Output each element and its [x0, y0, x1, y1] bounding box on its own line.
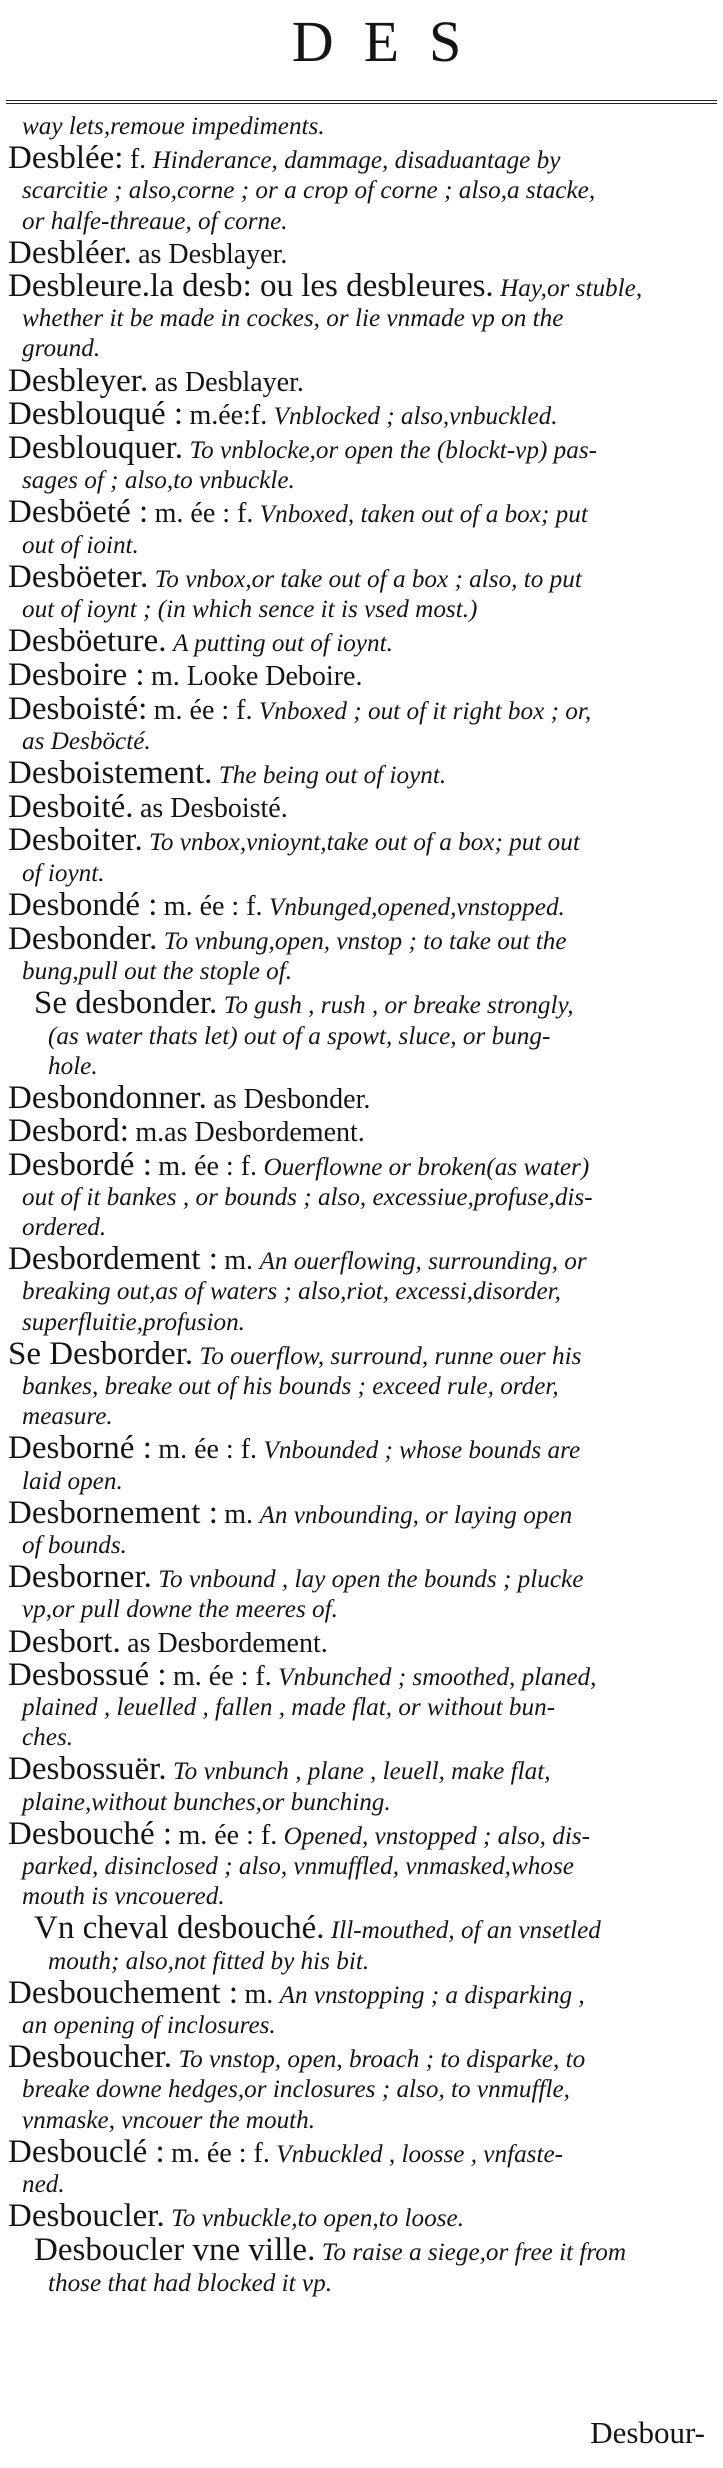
- dictionary-entry: [8, 558, 713, 625]
- definition-line: Hay,or stuble,: [500, 275, 643, 303]
- definition-line: vnmaske, vncouer the mouth.: [22, 2106, 316, 2134]
- dictionary-entry: [8, 2234, 713, 2298]
- dictionary-entry: [8, 1432, 713, 1496]
- definition-line: Ill-mouthed, of an vnsetled: [330, 1917, 601, 1945]
- dictionary-entry: [8, 1974, 713, 2041]
- headword: Desbouchement :: [8, 1974, 239, 2011]
- headword: Desbossué :: [8, 1656, 167, 1693]
- definition-line: Vnbuckled , loosse , vnfaste-: [276, 2140, 564, 2168]
- definition-line: ground.: [22, 335, 101, 363]
- dictionary-entry: [8, 1243, 713, 1338]
- definition-line: of bounds.: [22, 1531, 127, 1559]
- headword: Desborné :: [8, 1430, 152, 1467]
- dictionary-entry: [8, 142, 713, 237]
- definition-line: whether it be made in cockes, or lie vnmade vp on the: [22, 305, 564, 333]
- definition-line: or halfe-threaue, of corne.: [22, 207, 288, 235]
- dictionary-entry: [8, 234, 713, 271]
- definition-line: ordered.: [22, 1213, 107, 1241]
- definition-line: ches.: [22, 1724, 74, 1752]
- dictionary-entry: [8, 496, 713, 560]
- dictionary-entry: [8, 757, 713, 791]
- definition-line: breake downe hedges,or inclosures ; also, to vnmuffle,: [22, 2076, 570, 2104]
- headword: Desbordé :: [8, 1146, 152, 1183]
- grammar-note: m. ée : f.: [178, 1819, 278, 1851]
- definition-line: Opened, vnstopped ; also, dis-: [283, 1822, 591, 1850]
- definition-line: breaking out,as of waters ; also,riot, excessi,disorder,: [22, 1278, 561, 1306]
- grammar-note: m. ée : f.: [154, 498, 254, 530]
- grammar-note: m. ée : f.: [171, 2137, 270, 2169]
- definition-line: of ioynt.: [22, 859, 105, 887]
- dictionary-entry: [8, 690, 713, 757]
- dictionary-entry: [8, 1561, 713, 1625]
- definition-line: superfluitie,profusion.: [22, 1308, 245, 1336]
- definition-line: parked, disinclosed ; also, vnmuffled, vnmasked,whose: [22, 1852, 574, 1880]
- grammar-note: m.ée:f.: [189, 399, 268, 431]
- definition-line: Vnbounded ; whose bounds are: [263, 1437, 581, 1465]
- definition-line: Vnbunged,opened,vnstopped.: [268, 893, 565, 921]
- definition-line: vp,or pull downe the meeres of.: [22, 1596, 338, 1624]
- definition-line: Vnblocked ; also,vnbuckled.: [273, 402, 558, 430]
- definition-line: An ouerflowing, surrounding, or: [259, 1248, 587, 1276]
- grammar-note: m. ée : f.: [172, 1660, 272, 1692]
- headword: Desbornement :: [8, 1494, 218, 1531]
- grammar-note: f.: [129, 144, 147, 176]
- headword: Desboucher.: [8, 2039, 173, 2076]
- definition-line: A putting out of ioynt.: [172, 630, 393, 658]
- headword: Desbossuër.: [8, 1751, 167, 1788]
- definition-line: bung,pull out the stople of.: [22, 958, 293, 986]
- dictionary-entry: [8, 112, 713, 142]
- dictionary-entry: [8, 1082, 713, 1115]
- definition-line: To raise a siege,or free it from: [321, 2239, 627, 2267]
- definition-line: out of ioint.: [22, 531, 139, 559]
- headword: Desboistement.: [8, 755, 213, 792]
- headword: Desböeté :: [8, 494, 149, 531]
- dictionary-entry: [8, 1623, 713, 1660]
- dictionary-entry: [8, 625, 713, 659]
- definition-line: measure.: [22, 1403, 113, 1431]
- definition-line: To vnbox,vnioynt,take out of a box; put out: [149, 829, 580, 857]
- headword: Desboire :: [8, 657, 145, 694]
- headword: Desbord:: [8, 1113, 129, 1150]
- definition-line: ned.: [22, 2171, 65, 2198]
- definition-line: To vnbuckle,to open,to loose.: [171, 2205, 464, 2233]
- definition-line: laid open.: [22, 1467, 123, 1495]
- dictionary-entry: [8, 923, 713, 987]
- headword: Desboiter.: [8, 822, 143, 859]
- headword: Desbort.: [8, 1623, 121, 1660]
- dictionary-entry: [8, 395, 713, 432]
- definition-line: An vnstopping ; a disparking ,: [279, 1981, 585, 2009]
- grammar-note: as Desbordement.: [127, 1627, 328, 1659]
- dictionary-entry: [8, 1656, 713, 1754]
- headword: Desboisté:: [8, 690, 148, 727]
- headword: Desbleure.la desb: ou les desbleures.: [8, 268, 494, 305]
- dictionary-entry: [8, 1912, 713, 1976]
- headword: Desbonder.: [8, 921, 158, 958]
- grammar-note: m.: [224, 1245, 254, 1277]
- definition-line: To vnbox,or take out of a box ; also, to put: [154, 565, 582, 593]
- definition-line: Hinderance, dammage, disaduantage by: [152, 147, 561, 175]
- grammar-note: as Desblayer.: [154, 366, 304, 398]
- definition-line: To vnbunch , plane , leuell, make flat,: [172, 1758, 551, 1786]
- definition-line: To vnbound , lay open the bounds ; plucke: [158, 1566, 584, 1594]
- headword: Desbleyer.: [8, 362, 149, 399]
- headword: Se Desborder.: [8, 1335, 194, 1372]
- grammar-note: m. ée : f.: [158, 1434, 258, 1466]
- definition-line: To vnstop, open, broach ; to disparke, to: [178, 2046, 586, 2074]
- definition-line: mouth is vncouered.: [22, 1883, 225, 1911]
- definition-line: An vnbounding, or laying open: [259, 1501, 573, 1529]
- dictionary-entry: [8, 432, 713, 496]
- entries-column: [8, 112, 713, 2299]
- dictionary-entry: [8, 659, 713, 692]
- headword: Desbléer.: [8, 234, 132, 271]
- grammar-note: m.as Desbordement.: [135, 1117, 365, 1149]
- definition-line: plaine,without bunches,or bunching.: [22, 1788, 391, 1816]
- definition-line: out of it bankes , or bounds ; also, excessiue,profuse,dis-: [22, 1183, 593, 1211]
- grammar-note: m. Looke Deboire.: [150, 661, 363, 693]
- headword: Desbouclé :: [8, 2133, 165, 2170]
- definition-line: sages of ; also,to vnbuckle.: [22, 467, 295, 495]
- headword: Desböeter.: [8, 558, 149, 595]
- dictionary-entry: [8, 1146, 713, 1244]
- headword: Desbondé :: [8, 886, 158, 923]
- headword: Desbordement :: [8, 1241, 218, 1278]
- grammar-note: m. ée : f.: [163, 890, 263, 922]
- grammar-note: as Desboisté.: [139, 793, 288, 825]
- dictionary-entry: [8, 824, 713, 888]
- definition-line: an opening of inclosures.: [22, 2011, 276, 2039]
- definition-line: To gush , rush , or breake strongly,: [223, 992, 574, 1020]
- headword: Se desbonder.: [34, 985, 218, 1022]
- headword: Desblouquer.: [8, 430, 184, 467]
- grammar-note: m.: [224, 1498, 254, 1530]
- grammar-note: as Desbonder.: [213, 1084, 371, 1116]
- dictionary-entry: [8, 1115, 713, 1148]
- dictionary-entry: [8, 1335, 713, 1433]
- definition-line: Vnboxed ; out of it right box ; or,: [258, 697, 592, 725]
- definition-line: To vnblocke,or open the (blockt-vp) pas-: [189, 437, 598, 465]
- headword: Desboité.: [8, 789, 134, 826]
- definition-line: as Desböcté.: [22, 727, 151, 755]
- dictionary-entry: [8, 987, 713, 1082]
- page-header: DES: [291, 9, 492, 74]
- definition-line: bankes, breake out of his bounds ; exceed rule, order,: [22, 1372, 559, 1400]
- headword: Desboucler.: [8, 2198, 165, 2235]
- dictionary-entry: [8, 2041, 713, 2136]
- headword: Vn cheval desbouché.: [34, 1910, 325, 1947]
- catchword: Desbour-: [590, 2415, 705, 2450]
- definition-line: Vnboxed, taken out of a box; put: [259, 501, 588, 529]
- definition-line: (as water thats let) out of a spowt, sluce, or bung-: [48, 1022, 551, 1050]
- definition-line: To vnbung,open, vnstop ; to take out the: [163, 928, 567, 956]
- header-rule: [6, 100, 717, 104]
- dictionary-entry: [8, 362, 713, 399]
- grammar-note: m. ée : f.: [153, 694, 253, 726]
- headword: Desboucler vne ville.: [34, 2232, 316, 2269]
- definition-line: mouth; also,not fitted by his bit.: [48, 1947, 370, 1975]
- dictionary-entry: [8, 1494, 713, 1561]
- dictionary-entry: [8, 791, 713, 824]
- definition-line: out of ioynt ; (in which sence it is vsed most.): [22, 596, 478, 624]
- headword: Desböeture.: [8, 623, 167, 660]
- definition-line: scarcitie ; also,corne ; or a crop of corne ; also,a stacke,: [22, 177, 596, 205]
- definition-line: To ouerflow, surround, runne ouer his: [199, 1342, 582, 1370]
- definition-line: those that had blocked it vp.: [48, 2269, 332, 2297]
- dictionary-entry: [8, 2133, 713, 2200]
- definition-line: way lets,remoue impediments.: [22, 113, 325, 140]
- dictionary-entry: [8, 2200, 713, 2234]
- headword: Desblée:: [8, 140, 124, 177]
- dictionary-entry: [8, 270, 713, 365]
- dictionary-entry: [8, 1815, 713, 1913]
- definition-line: Vnbunched ; smoothed, planed,: [278, 1663, 597, 1691]
- grammar-note: m. ée : f.: [158, 1150, 258, 1182]
- definition-line: Ouerflowne or broken(as water): [263, 1153, 590, 1181]
- definition-line: hole.: [48, 1052, 98, 1080]
- dictionary-entry: [8, 1753, 713, 1817]
- headword: Desborner.: [8, 1559, 152, 1596]
- definition-line: plained , leuelled , fallen , made flat, or without bun-: [22, 1693, 556, 1721]
- headword: Desbouché :: [8, 1815, 173, 1852]
- dictionary-entry: [8, 886, 713, 923]
- headword: Desbondonner.: [8, 1080, 207, 1117]
- grammar-note: as Desblayer.: [138, 238, 288, 270]
- definition-line: The being out of ioynt.: [218, 762, 447, 790]
- grammar-note: m.: [244, 1978, 274, 2010]
- headword: Desblouqué :: [8, 395, 184, 432]
